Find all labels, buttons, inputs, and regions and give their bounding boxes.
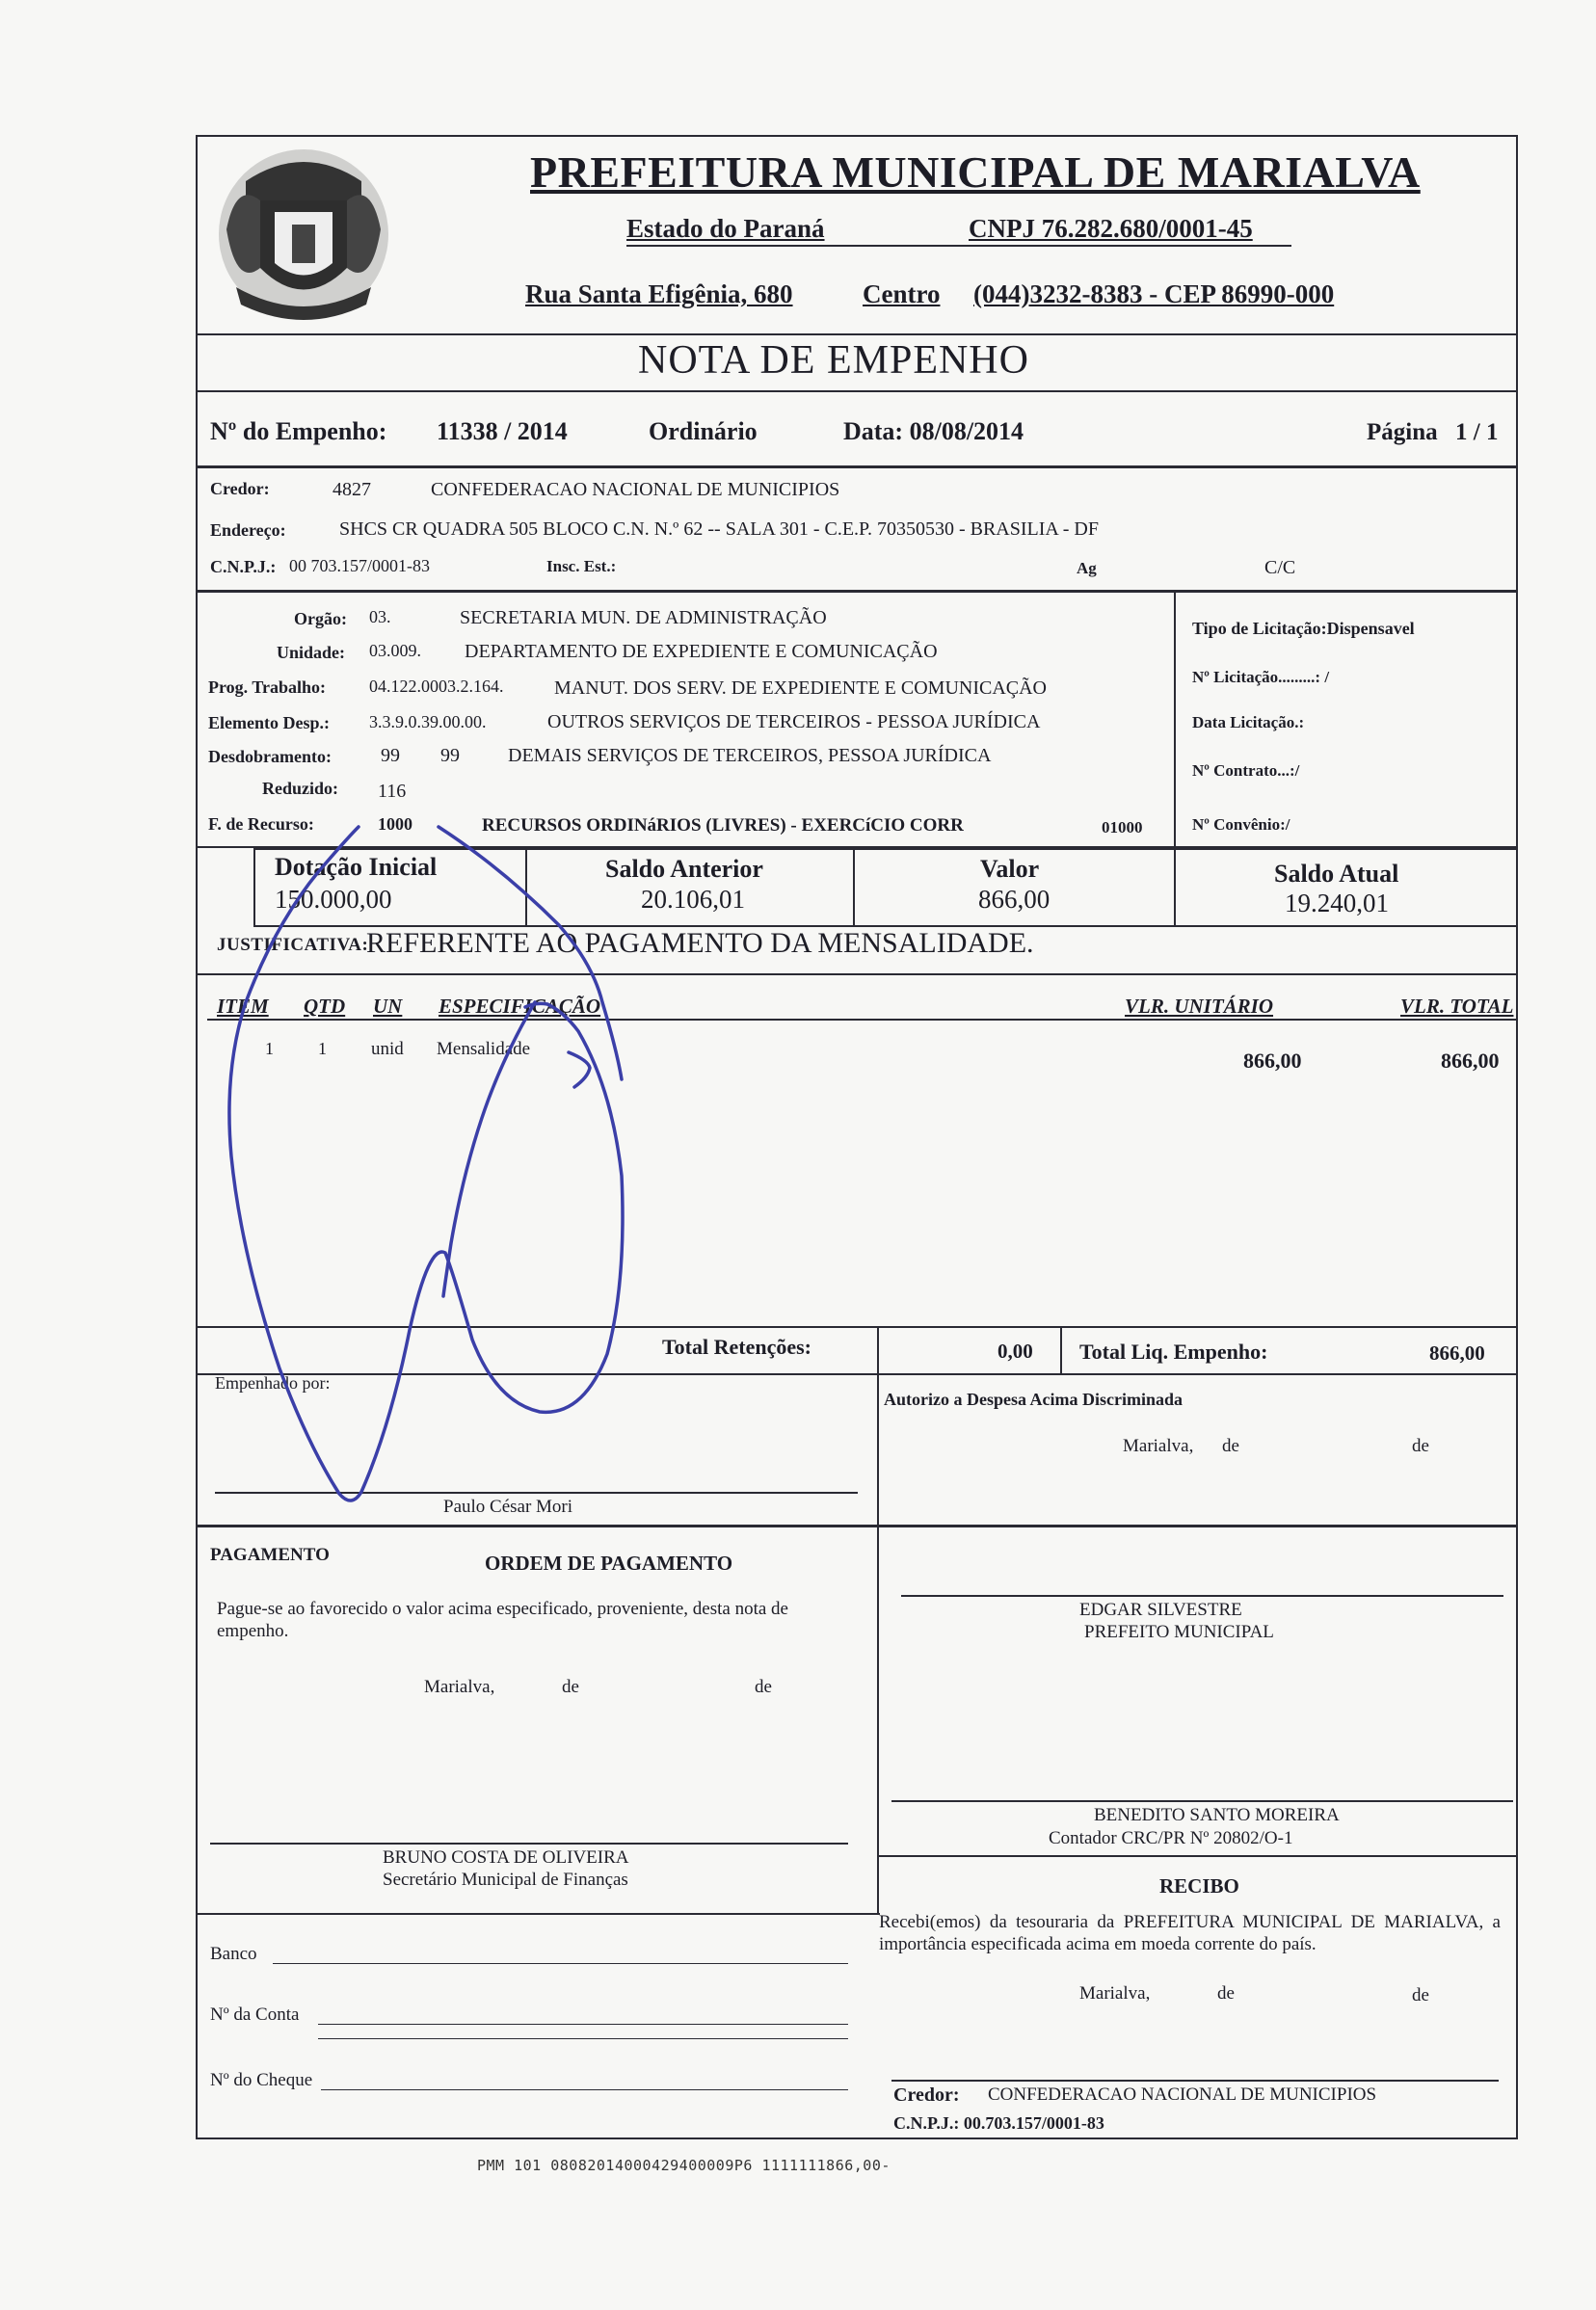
page-label: Página	[1367, 419, 1438, 445]
prog-trabalho-code: 04.122.0003.2.164.	[369, 677, 504, 696]
footer-barcode-text: PMM 101 08082014000429400009P6 1111111866,00-	[477, 2157, 891, 2174]
credor-address: SHCS CR QUADRA 505 BLOCO C.N. N.º 62 -- SALA 301 - C.E.P. 70350530 - BRASILIA - DF	[339, 518, 1099, 540]
prefeito-name: EDGAR SILVESTRE	[1079, 1600, 1242, 1620]
totais-sep-2	[1060, 1326, 1062, 1374]
totais-sep-1	[877, 1326, 879, 1374]
saldos-sep-1	[525, 848, 527, 927]
valor-label: Valor	[980, 855, 1040, 883]
header-cnpj: CNPJ 76.282.680/0001-45	[969, 214, 1253, 243]
pagamento-local: Marialva,	[424, 1677, 495, 1697]
recibo-credor-name: CONFEDERACAO NACIONAL DE MUNICIPIOS	[988, 2084, 1377, 2105]
dotacao-value: 150.000,00	[275, 885, 392, 914]
agency-label: Ag	[1077, 559, 1097, 577]
unidade-code: 03.009.	[369, 641, 421, 660]
title-divider	[196, 390, 1518, 392]
ordem-pagamento-label: ORDEM DE PAGAMENTO	[485, 1552, 733, 1575]
saldo-atual-label: Saldo Atual	[1274, 860, 1399, 888]
contador-signature-line	[891, 1800, 1513, 1802]
header-address: Rua Santa Efigênia, 680	[525, 279, 793, 308]
recibo-de-1: de	[1217, 1983, 1235, 2004]
assinaturas-divider	[196, 1525, 1518, 1527]
totais-bottom-line	[196, 1373, 1518, 1375]
col-vlr-total: VLR. TOTAL	[1400, 995, 1514, 1018]
autorizo-local: Marialva,	[1123, 1436, 1194, 1456]
conta-line-2	[318, 2038, 848, 2039]
itens-header-line	[207, 1019, 1518, 1021]
empenho-type: Ordinário	[649, 417, 758, 445]
row-qtd: 1	[318, 1039, 327, 1058]
col-un: UN	[373, 995, 403, 1018]
fonte-recurso-label: F. de Recurso:	[208, 814, 314, 834]
signatory-1-name: Paulo César Mori	[443, 1497, 573, 1517]
retencoes-value: 0,00	[998, 1340, 1033, 1363]
retencoes-label: Total Retenções:	[662, 1335, 811, 1359]
autorizo-text: Autorizo a Despesa Acima Discriminada	[884, 1390, 1183, 1409]
signature-line-1	[215, 1492, 858, 1494]
recibo-text: Recebi(emos) da tesouraria da PREFEITURA MUNICIPAL DE MARIALVA, a importância especificada acima em moeda corrente do país.	[879, 1912, 1501, 1954]
header-title: PREFEITURA MUNICIPAL DE MARIALVA	[530, 147, 1421, 197]
recibo-label: RECIBO	[1159, 1874, 1239, 1898]
contador-name: BENEDITO SANTO MOREIRA	[1094, 1805, 1340, 1825]
fonte-recurso-code: 1000	[378, 814, 412, 834]
credor-code: 4827	[332, 479, 371, 500]
empenhado-por-label: Empenhado por:	[215, 1373, 331, 1393]
credor-name: CONFEDERACAO NACIONAL DE MUNICIPIOS	[431, 479, 840, 500]
liquido-label: Total Liq. Empenho:	[1079, 1340, 1268, 1364]
credor-divider	[196, 590, 1518, 593]
col-vlr-unitario: VLR. UNITÁRIO	[1125, 995, 1274, 1018]
insc-est-label: Insc. Est.:	[546, 557, 617, 575]
prog-trabalho-name: MANUT. DOS SERV. DE EXPEDIENTE E COMUNICAÇÃO	[554, 677, 1047, 699]
recibo-credor-label: Credor:	[893, 2084, 960, 2106]
col-especificacao: ESPECIFICAÇÃO	[439, 995, 601, 1018]
empenho-number-label: Nº do Empenho:	[210, 417, 387, 445]
cheque-label: Nº do Cheque	[210, 2070, 313, 2090]
justificativa-text: REFERENTE AO PAGAMENTO DA MENSALIDADE.	[366, 927, 1034, 959]
pagamento-label: PAGAMENTO	[210, 1545, 330, 1565]
licitacao-separator	[1174, 590, 1176, 848]
elemento-name: OUTROS SERVIÇOS DE TERCEIROS - PESSOA JURÍDICA	[547, 711, 1041, 732]
document-title: NOTA DE EMPENHO	[638, 338, 1029, 383]
unidade-label: Unidade:	[277, 643, 346, 662]
dotacao-label: Dotação Inicial	[275, 853, 438, 881]
col-item: ITEM	[217, 995, 269, 1018]
autorizo-de-2: de	[1412, 1436, 1429, 1456]
saldo-atual-value: 19.240,01	[1285, 889, 1389, 917]
pague-se-text: Pague-se ao favorecido o valor acima especificado, proveniente, desta nota de empenho.	[217, 1599, 788, 1641]
reduzido-label: Reduzido:	[262, 779, 339, 798]
recibo-local: Marialva,	[1079, 1983, 1151, 2004]
header-centro: Centro	[863, 279, 941, 308]
recibo-credor-cnpj: C.N.P.J.: 00.703.157/0001-83	[893, 2113, 1104, 2133]
credor-label: Credor:	[210, 479, 270, 498]
elemento-label: Elemento Desp.:	[208, 713, 330, 732]
autorizo-de-1: de	[1222, 1436, 1239, 1456]
saldos-sep-3	[1174, 848, 1176, 927]
conta-line	[318, 2024, 848, 2025]
contrato-numero: Nº Contrato...:/	[1192, 761, 1300, 780]
empenho-number: 11338 / 2014	[437, 417, 568, 445]
liquido-value: 866,00	[1429, 1341, 1485, 1365]
account-label: C/C	[1264, 557, 1296, 578]
desdobramento-code-1: 99	[381, 745, 400, 766]
coat-of-arms-logo	[207, 143, 400, 335]
fonte-recurso-number: 01000	[1102, 818, 1143, 836]
prefeito-signature-line	[901, 1595, 1503, 1597]
reduzido-value: 116	[378, 781, 407, 802]
unidade-name: DEPARTAMENTO DE EXPEDIENTE E COMUNICAÇÃO	[465, 641, 938, 662]
licitacao-numero: Nº Licitação.........: /	[1192, 668, 1330, 686]
row-un: unid	[371, 1039, 404, 1059]
contador-cargo: Contador CRC/PR Nº 20802/O-1	[1049, 1828, 1293, 1848]
cheque-line	[321, 2089, 848, 2090]
fonte-recurso-name: RECURSOS ORDINáRIOS (LIVRES) - EXERCíCIO CORR	[482, 815, 964, 836]
elemento-code: 3.3.9.0.39.00.00.	[369, 712, 487, 731]
row-item: 1	[265, 1039, 274, 1058]
prefeito-cargo: PREFEITO MUNICIPAL	[1084, 1622, 1274, 1642]
pagamento-de-2: de	[755, 1677, 772, 1697]
header-contact: (044)3232-8383 - CEP 86990-000	[973, 279, 1335, 308]
orgao-name: SECRETARIA MUN. DE ADMINISTRAÇÃO	[460, 607, 827, 628]
banco-section-divider	[196, 1913, 880, 1915]
row-vlr-unitario: 866,00	[1243, 1049, 1302, 1073]
row-especificacao: Mensalidade	[437, 1039, 531, 1059]
convenio-numero: Nº Convênio:/	[1192, 815, 1290, 834]
recibo-signature-line	[891, 2080, 1499, 2082]
saldo-anterior-value: 20.106,01	[641, 885, 745, 914]
justificativa-label: JUSTIFICATIVA:	[217, 935, 369, 955]
header-divider	[196, 333, 1518, 335]
pagamento-de-1: de	[562, 1677, 579, 1697]
justificativa-divider	[196, 973, 1518, 975]
secretario-name: BRUNO COSTA DE OLIVEIRA	[383, 1847, 629, 1868]
prog-trabalho-label: Prog. Trabalho:	[208, 677, 327, 697]
recibo-divider	[877, 1855, 1518, 1857]
orgao-label: Orgão:	[294, 609, 347, 628]
credor-cnpj-label: C.N.P.J.:	[210, 557, 277, 576]
secretario-signature-line	[210, 1843, 848, 1845]
desdobramento-label: Desdobramento:	[208, 747, 332, 766]
desdobramento-name: DEMAIS SERVIÇOS DE TERCEIROS, PESSOA JURÍDICA	[508, 745, 992, 766]
header-underline	[626, 245, 1291, 247]
conta-label: Nº da Conta	[210, 2005, 300, 2025]
banco-line	[273, 1963, 848, 1964]
licitacao-data: Data Licitação.:	[1192, 713, 1305, 731]
empenho-date: Data: 08/08/2014	[843, 417, 1024, 445]
col-qtd: QTD	[304, 995, 346, 1018]
empenho-divider	[196, 465, 1518, 468]
totais-top-line	[196, 1326, 1518, 1328]
saldos-sep-2	[853, 848, 855, 927]
orgao-code: 03.	[369, 607, 391, 626]
licitacao-tipo: Tipo de Licitação:Dispensavel	[1192, 619, 1415, 638]
saldo-anterior-label: Saldo Anterior	[605, 855, 763, 883]
row-vlr-total: 866,00	[1441, 1049, 1500, 1073]
secretario-cargo: Secretário Municipal de Finanças	[383, 1870, 628, 1890]
banco-label: Banco	[210, 1944, 257, 1964]
header-estado: Estado do Paraná	[626, 214, 825, 243]
valor-value: 866,00	[978, 885, 1051, 914]
credor-cnpj: 00 703.157/0001-83	[289, 556, 430, 575]
recibo-de-2: de	[1412, 1985, 1429, 2005]
sign-vertical-sep-1	[877, 1373, 879, 1525]
page-number: 1 / 1	[1455, 419, 1499, 445]
desdobramento-code-2: 99	[440, 745, 460, 766]
credor-address-label: Endereço:	[210, 520, 286, 540]
